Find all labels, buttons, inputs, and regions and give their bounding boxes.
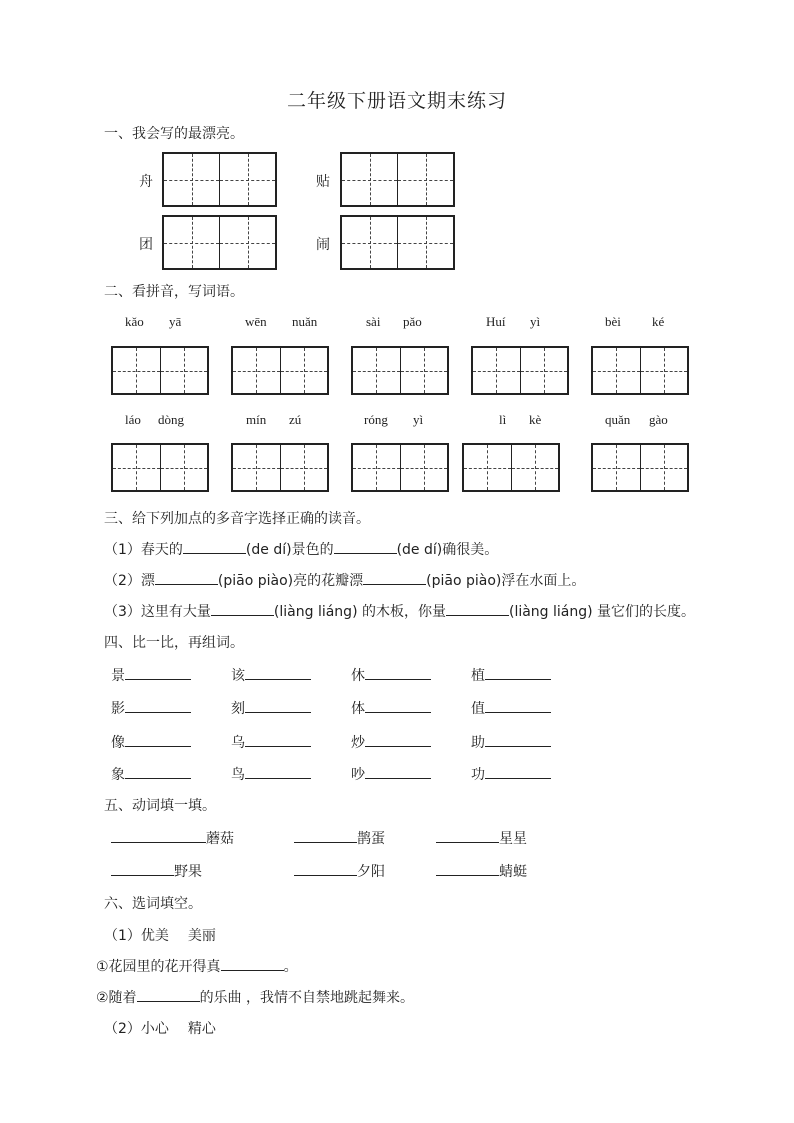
noun: 蜻蜓 — [499, 864, 527, 880]
q1-text-b: (de dí)景色的 — [245, 542, 334, 558]
compare-item — [471, 698, 551, 718]
writing-grid-2[interactable] — [340, 152, 455, 207]
writing-grid-1[interactable] — [162, 152, 277, 207]
compare-item — [471, 764, 551, 784]
pinyin: quǎn — [605, 412, 631, 427]
compare-item — [111, 732, 191, 752]
char: 炒 — [351, 735, 365, 751]
char-2: 贴 — [316, 174, 330, 190]
answer-blank[interactable] — [245, 733, 311, 747]
pinyin: gào — [649, 412, 668, 427]
q1-text-c: (de dí)确很美。 — [396, 542, 499, 558]
pinyin: sài — [366, 314, 381, 329]
char: 象 — [111, 767, 125, 783]
question-3 — [104, 601, 695, 621]
answer-blank[interactable] — [365, 666, 431, 680]
char: 刻 — [231, 701, 245, 717]
question-2 — [104, 570, 585, 590]
word-grid[interactable] — [351, 346, 449, 395]
answer-blank[interactable] — [485, 765, 551, 779]
page-title: 二年级下册语文期末练习 — [286, 90, 507, 112]
sentence-text: ②随着 — [96, 990, 137, 1006]
pinyin: lì — [499, 412, 507, 427]
answer-blank[interactable] — [111, 862, 174, 876]
word-grid[interactable] — [231, 443, 329, 492]
pinyin: kè — [529, 412, 542, 427]
sentence-text: 。 — [283, 959, 298, 975]
answer-blank[interactable] — [365, 733, 431, 747]
char: 该 — [231, 668, 245, 684]
word-grid[interactable] — [591, 346, 689, 395]
section-6-heading: 六、选词填空。 — [104, 896, 202, 912]
compare-item — [111, 665, 191, 685]
pinyin: wēn — [245, 314, 267, 329]
pinyin: mín — [246, 412, 267, 427]
verb-item — [111, 861, 202, 881]
pinyin: kǎo — [125, 314, 144, 329]
verb-item — [294, 861, 385, 881]
noun: 星星 — [499, 831, 527, 847]
choice-word: 美丽 — [187, 928, 216, 944]
answer-blank[interactable] — [436, 862, 499, 876]
char: 体 — [351, 701, 365, 717]
compare-item — [351, 698, 431, 718]
verb-item — [294, 828, 385, 848]
sentence-text: 的乐曲 ，我情不自禁地跳起舞来。 — [199, 990, 415, 1006]
pinyin: Huí — [486, 314, 506, 329]
word-grid[interactable] — [111, 443, 209, 492]
char: 植 — [471, 668, 485, 684]
compare-item — [471, 665, 551, 685]
char: 吵 — [351, 767, 365, 783]
compare-item — [351, 732, 431, 752]
answer-blank[interactable] — [211, 602, 274, 616]
answer-blank[interactable] — [111, 829, 206, 843]
compare-item — [351, 665, 431, 685]
compare-item — [471, 732, 551, 752]
word-grid[interactable] — [591, 443, 689, 492]
answer-blank[interactable] — [245, 765, 311, 779]
pinyin: dòng — [158, 412, 184, 427]
choice-word: （2）小心 — [104, 1021, 169, 1037]
choice-word: （1）优美 — [104, 928, 169, 944]
compare-item — [231, 732, 311, 752]
answer-blank[interactable] — [137, 988, 200, 1002]
verb-item — [436, 828, 527, 848]
verb-item — [436, 861, 527, 881]
answer-blank[interactable] — [436, 829, 499, 843]
answer-blank[interactable] — [485, 733, 551, 747]
answer-blank[interactable] — [294, 829, 357, 843]
answer-blank[interactable] — [125, 733, 191, 747]
choice-word: 精心 — [187, 1021, 216, 1037]
answer-blank[interactable] — [485, 666, 551, 680]
word-choice-group-1 — [104, 925, 216, 945]
section-1-heading: 一、我会写的最漂亮。 — [104, 126, 244, 142]
verb-item — [111, 828, 234, 848]
q3-text-c: (liàng liáng) 量它们的长度。 — [508, 604, 696, 620]
compare-item — [231, 764, 311, 784]
answer-blank[interactable] — [125, 765, 191, 779]
q2-text-b: (piāo piào)亮的花瓣漂 — [217, 573, 364, 589]
answer-blank[interactable] — [125, 699, 191, 713]
char: 功 — [471, 767, 485, 783]
section-5-heading: 五、动词填一填。 — [104, 798, 216, 814]
pinyin: nuǎn — [292, 314, 318, 329]
answer-blank[interactable] — [363, 571, 426, 585]
sentence-text: ①花园里的花开得真 — [96, 959, 221, 975]
pinyin: yì — [413, 412, 424, 427]
section-3-heading: 三、给下列加点的多音字选择正确的读音。 — [104, 511, 370, 527]
fill-sentence-1 — [96, 956, 298, 976]
answer-blank[interactable] — [245, 666, 311, 680]
word-grid[interactable] — [351, 443, 449, 492]
char: 像 — [111, 735, 125, 751]
section-2-heading: 二、看拼音，写词语。 — [104, 284, 244, 300]
answer-blank[interactable] — [155, 571, 218, 585]
answer-blank[interactable] — [245, 699, 311, 713]
compare-item — [231, 665, 311, 685]
char: 景 — [111, 668, 125, 684]
pinyin: bèi — [605, 314, 621, 329]
char: 鸟 — [231, 767, 245, 783]
compare-item — [111, 764, 191, 784]
noun: 野果 — [174, 864, 202, 880]
pinyin: ké — [652, 314, 665, 329]
answer-blank[interactable] — [294, 862, 357, 876]
compare-item — [111, 698, 191, 718]
char-3: 团 — [139, 237, 153, 253]
char: 乌 — [231, 735, 245, 751]
q1-text-a: （1）春天的 — [104, 542, 183, 558]
pinyin: yì — [530, 314, 541, 329]
word-grid[interactable] — [462, 443, 560, 492]
pinyin: róng — [364, 412, 388, 427]
char-4: 闹 — [316, 237, 330, 253]
char: 影 — [111, 701, 125, 717]
q2-text-a: （2）漂 — [104, 573, 155, 589]
answer-blank[interactable] — [183, 540, 246, 554]
noun: 夕阳 — [357, 864, 385, 880]
answer-blank[interactable] — [125, 666, 191, 680]
noun: 蘑菇 — [206, 831, 234, 847]
answer-blank[interactable] — [446, 602, 509, 616]
char-1: 舟 — [139, 174, 153, 190]
pinyin: láo — [125, 412, 141, 427]
answer-blank[interactable] — [365, 699, 431, 713]
compare-item — [231, 698, 311, 718]
section-4-heading: 四、比一比，再组词。 — [104, 635, 244, 651]
noun: 鹊蛋 — [357, 831, 385, 847]
pinyin: yā — [169, 314, 182, 329]
q3-text-a: （3）这里有大量 — [104, 604, 211, 620]
fill-sentence-2 — [96, 987, 414, 1007]
writing-grid-3[interactable] — [162, 215, 277, 270]
pinyin: zú — [289, 412, 302, 427]
writing-grid-4[interactable] — [340, 215, 455, 270]
q2-text-c: (piāo piào)浮在水面上。 — [426, 573, 586, 589]
q3-text-b: (liàng liáng) 的木板，你量 — [273, 604, 446, 620]
word-grid[interactable] — [231, 346, 329, 395]
word-grid[interactable] — [111, 346, 209, 395]
word-grid[interactable] — [471, 346, 569, 395]
answer-blank[interactable] — [365, 765, 431, 779]
answer-blank[interactable] — [334, 540, 397, 554]
word-choice-group-2 — [104, 1018, 216, 1038]
char: 助 — [471, 735, 485, 751]
answer-blank[interactable] — [221, 957, 284, 971]
answer-blank[interactable] — [485, 699, 551, 713]
question-1 — [104, 539, 498, 559]
char: 值 — [471, 701, 485, 717]
pinyin: pǎo — [403, 314, 422, 329]
compare-item — [351, 764, 431, 784]
char: 休 — [351, 668, 365, 684]
